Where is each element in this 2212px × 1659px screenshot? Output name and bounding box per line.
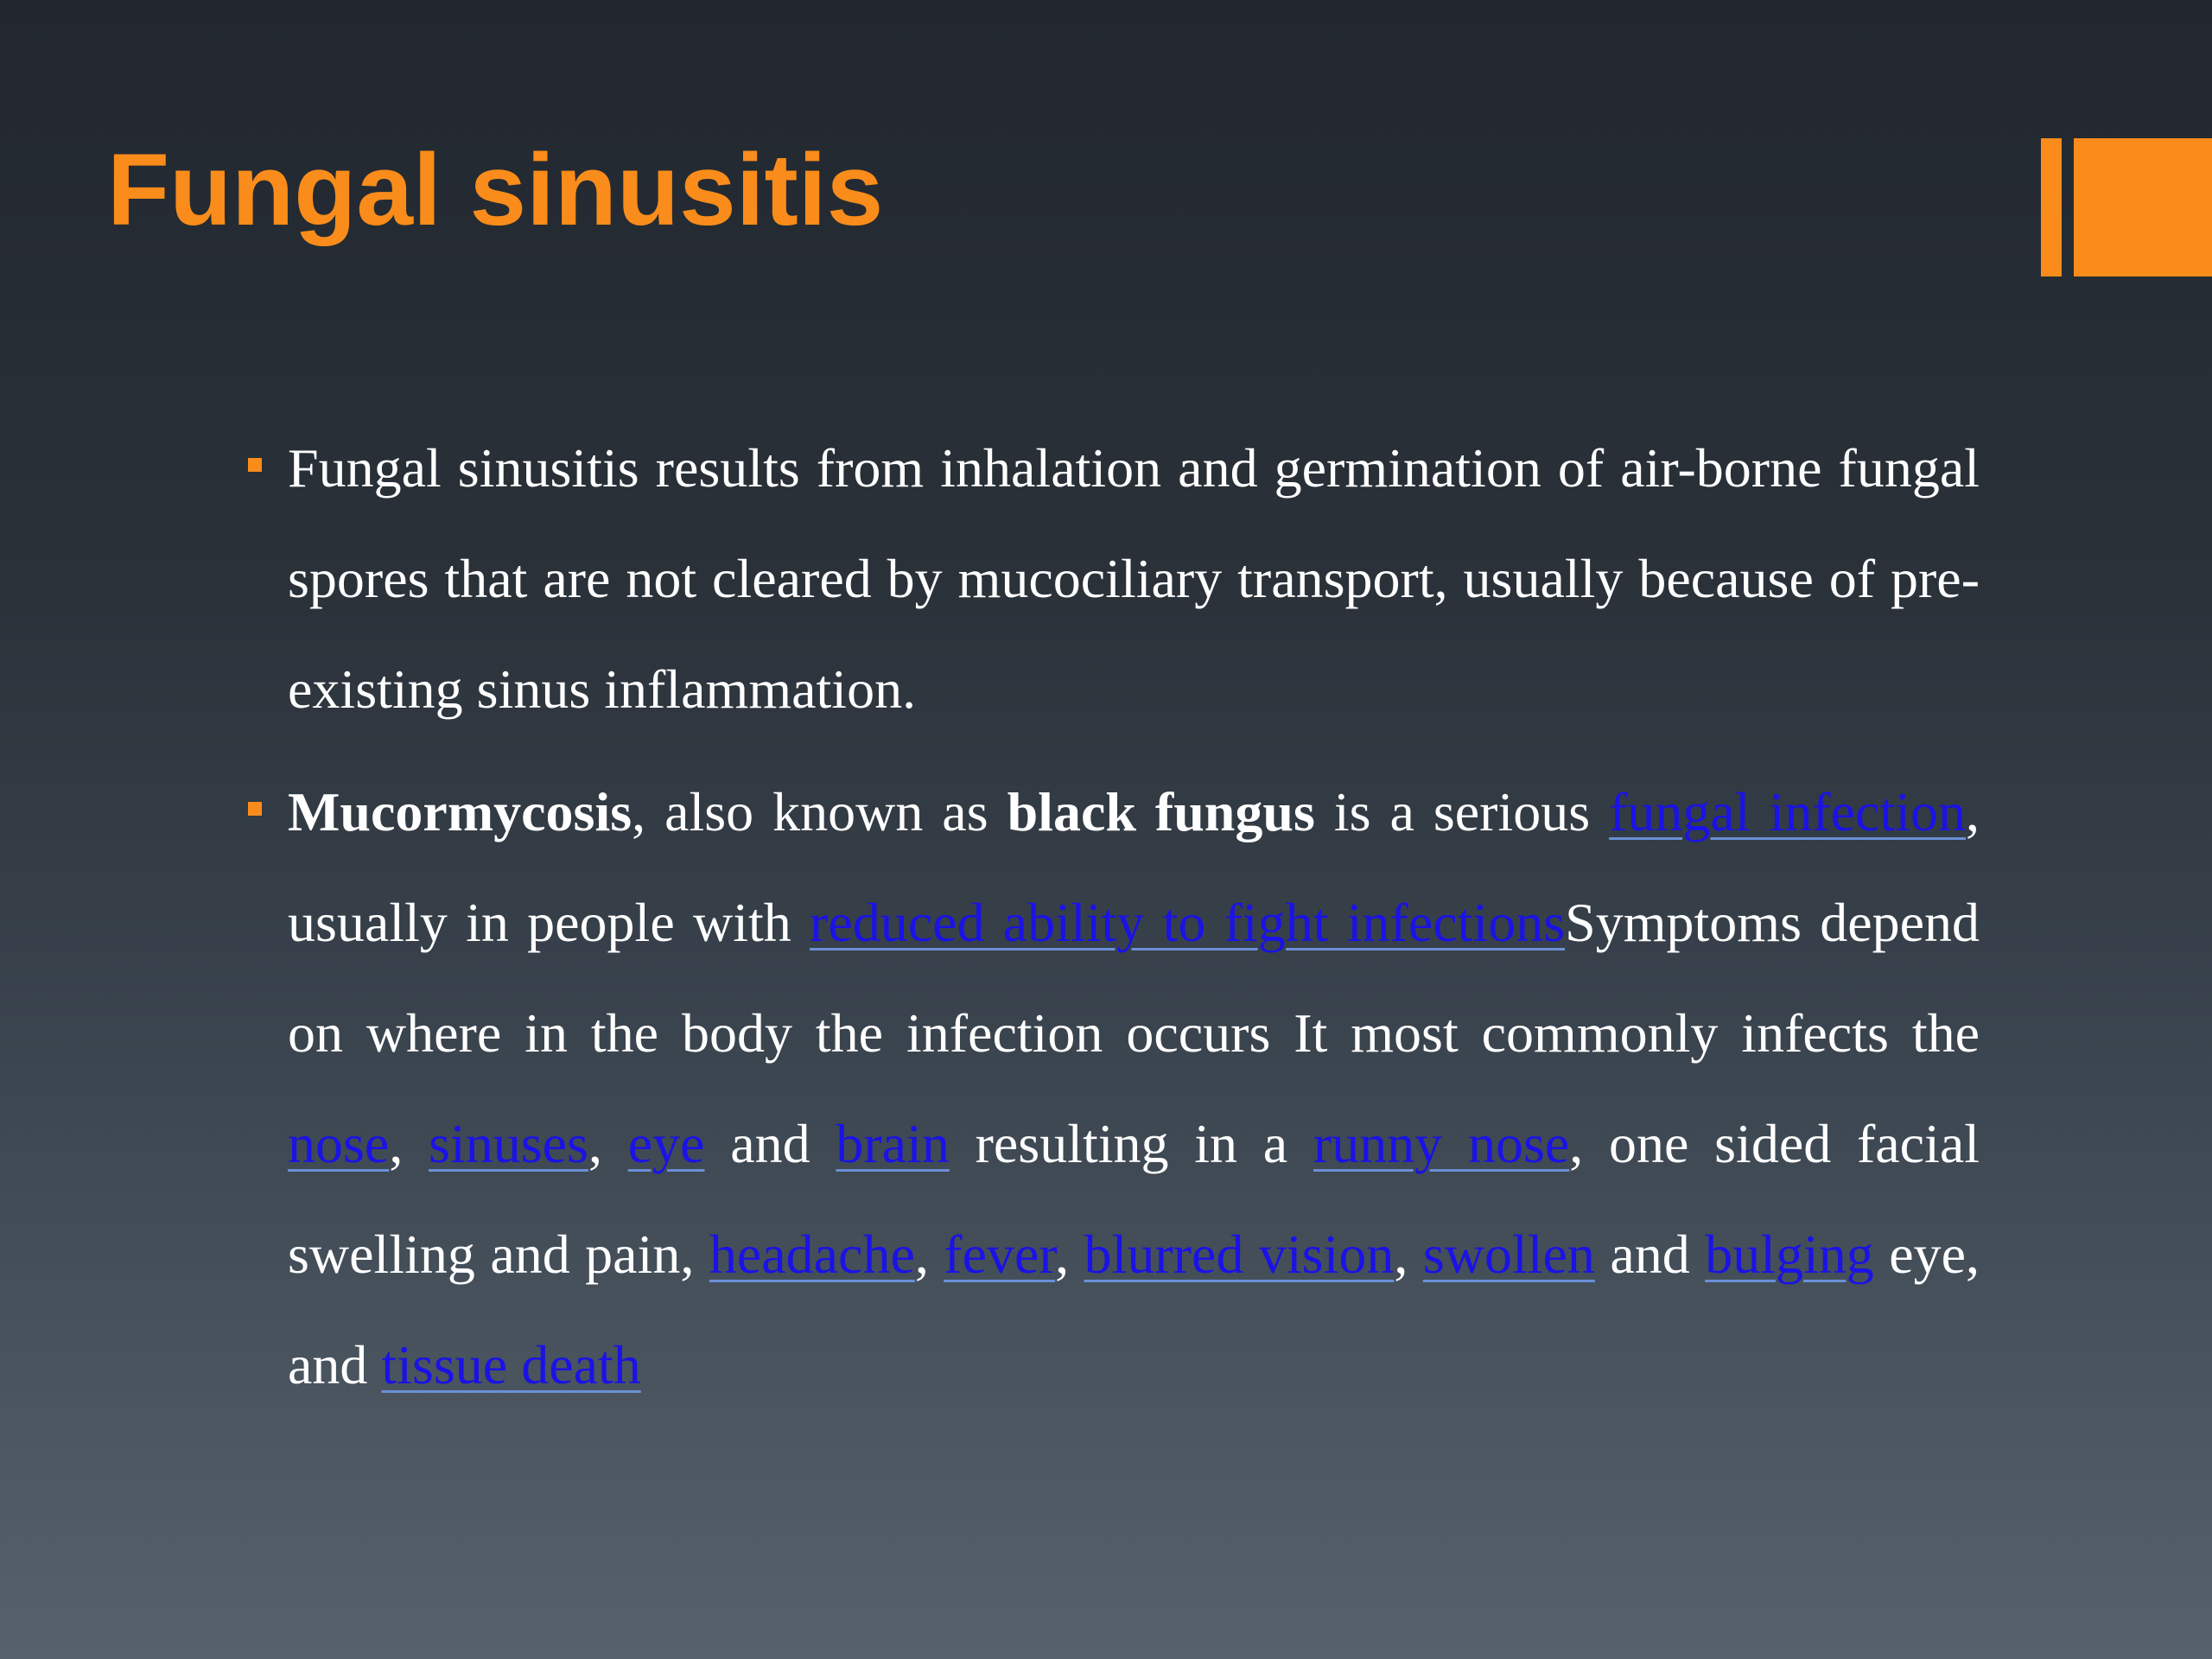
bullet-mucormycosis <box>288 757 1980 1421</box>
bullet-text-mucormycosis <box>288 757 1980 1421</box>
link-brain[interactable]: brain <box>836 1113 950 1174</box>
link-reduced-ability-to-fight-infections[interactable]: reduced ability to fight infections <box>810 892 1566 953</box>
term-mucormycosis: Mucormycosis <box>288 781 632 842</box>
slide-title: Fungal sinusitis <box>107 133 884 247</box>
link-runny-nose[interactable]: runny nose <box>1313 1113 1570 1174</box>
title-accent-block <box>2074 138 2212 276</box>
link-bulging[interactable]: bulging <box>1705 1224 1874 1285</box>
text-segment: , also known as <box>632 781 1007 842</box>
text-segment: is a serious <box>1314 781 1610 842</box>
square-bullet-icon <box>248 458 262 472</box>
square-bullet-icon <box>248 802 262 816</box>
text-segment: eye, and <box>288 1224 1980 1395</box>
text-segment: , <box>588 1113 628 1174</box>
text-segment: , <box>389 1113 429 1174</box>
link-nose[interactable]: nose <box>288 1113 390 1174</box>
text-segment: , <box>1055 1224 1084 1285</box>
link-sinuses[interactable]: sinuses <box>429 1113 588 1174</box>
bullet-fungal-sinusitis <box>288 413 1980 745</box>
link-fever[interactable]: fever <box>944 1224 1056 1285</box>
text-segment: , usually in people with <box>288 781 1980 953</box>
link-blurred-vision[interactable]: blurred vision <box>1084 1224 1395 1285</box>
link-tissue-death[interactable]: tissue death <box>381 1334 641 1395</box>
text-segment: and <box>1594 1224 1706 1285</box>
link-eye[interactable]: eye <box>627 1113 705 1174</box>
link-fungal-infection[interactable]: fungal infection <box>1609 781 1967 842</box>
text-segment: and <box>704 1113 836 1174</box>
bullet-list <box>288 413 1980 1433</box>
text-segment: , one sided facial swelling and pain, <box>288 1113 1980 1285</box>
bullet-text-fungal-sinusitis: Fungal sinusitis results from inhalation and germination of air-borne fungal spores that are not cleared by mucociliary transport, usually because of pre-existing sinus inflammation. <box>288 437 1980 720</box>
text-segment: Symptoms depend on where in the body the infection occurs It most commonly infects the <box>288 892 1980 1064</box>
text-segment: resulting in a <box>949 1113 1313 1174</box>
link-headache[interactable]: headache <box>709 1224 915 1285</box>
term-black-fungus: black fungus <box>1007 781 1315 842</box>
title-accent-bar <box>2041 138 2062 276</box>
text-segment: , <box>914 1224 944 1285</box>
link-swollen[interactable]: swollen <box>1422 1224 1595 1285</box>
text-segment: , <box>1394 1224 1423 1285</box>
